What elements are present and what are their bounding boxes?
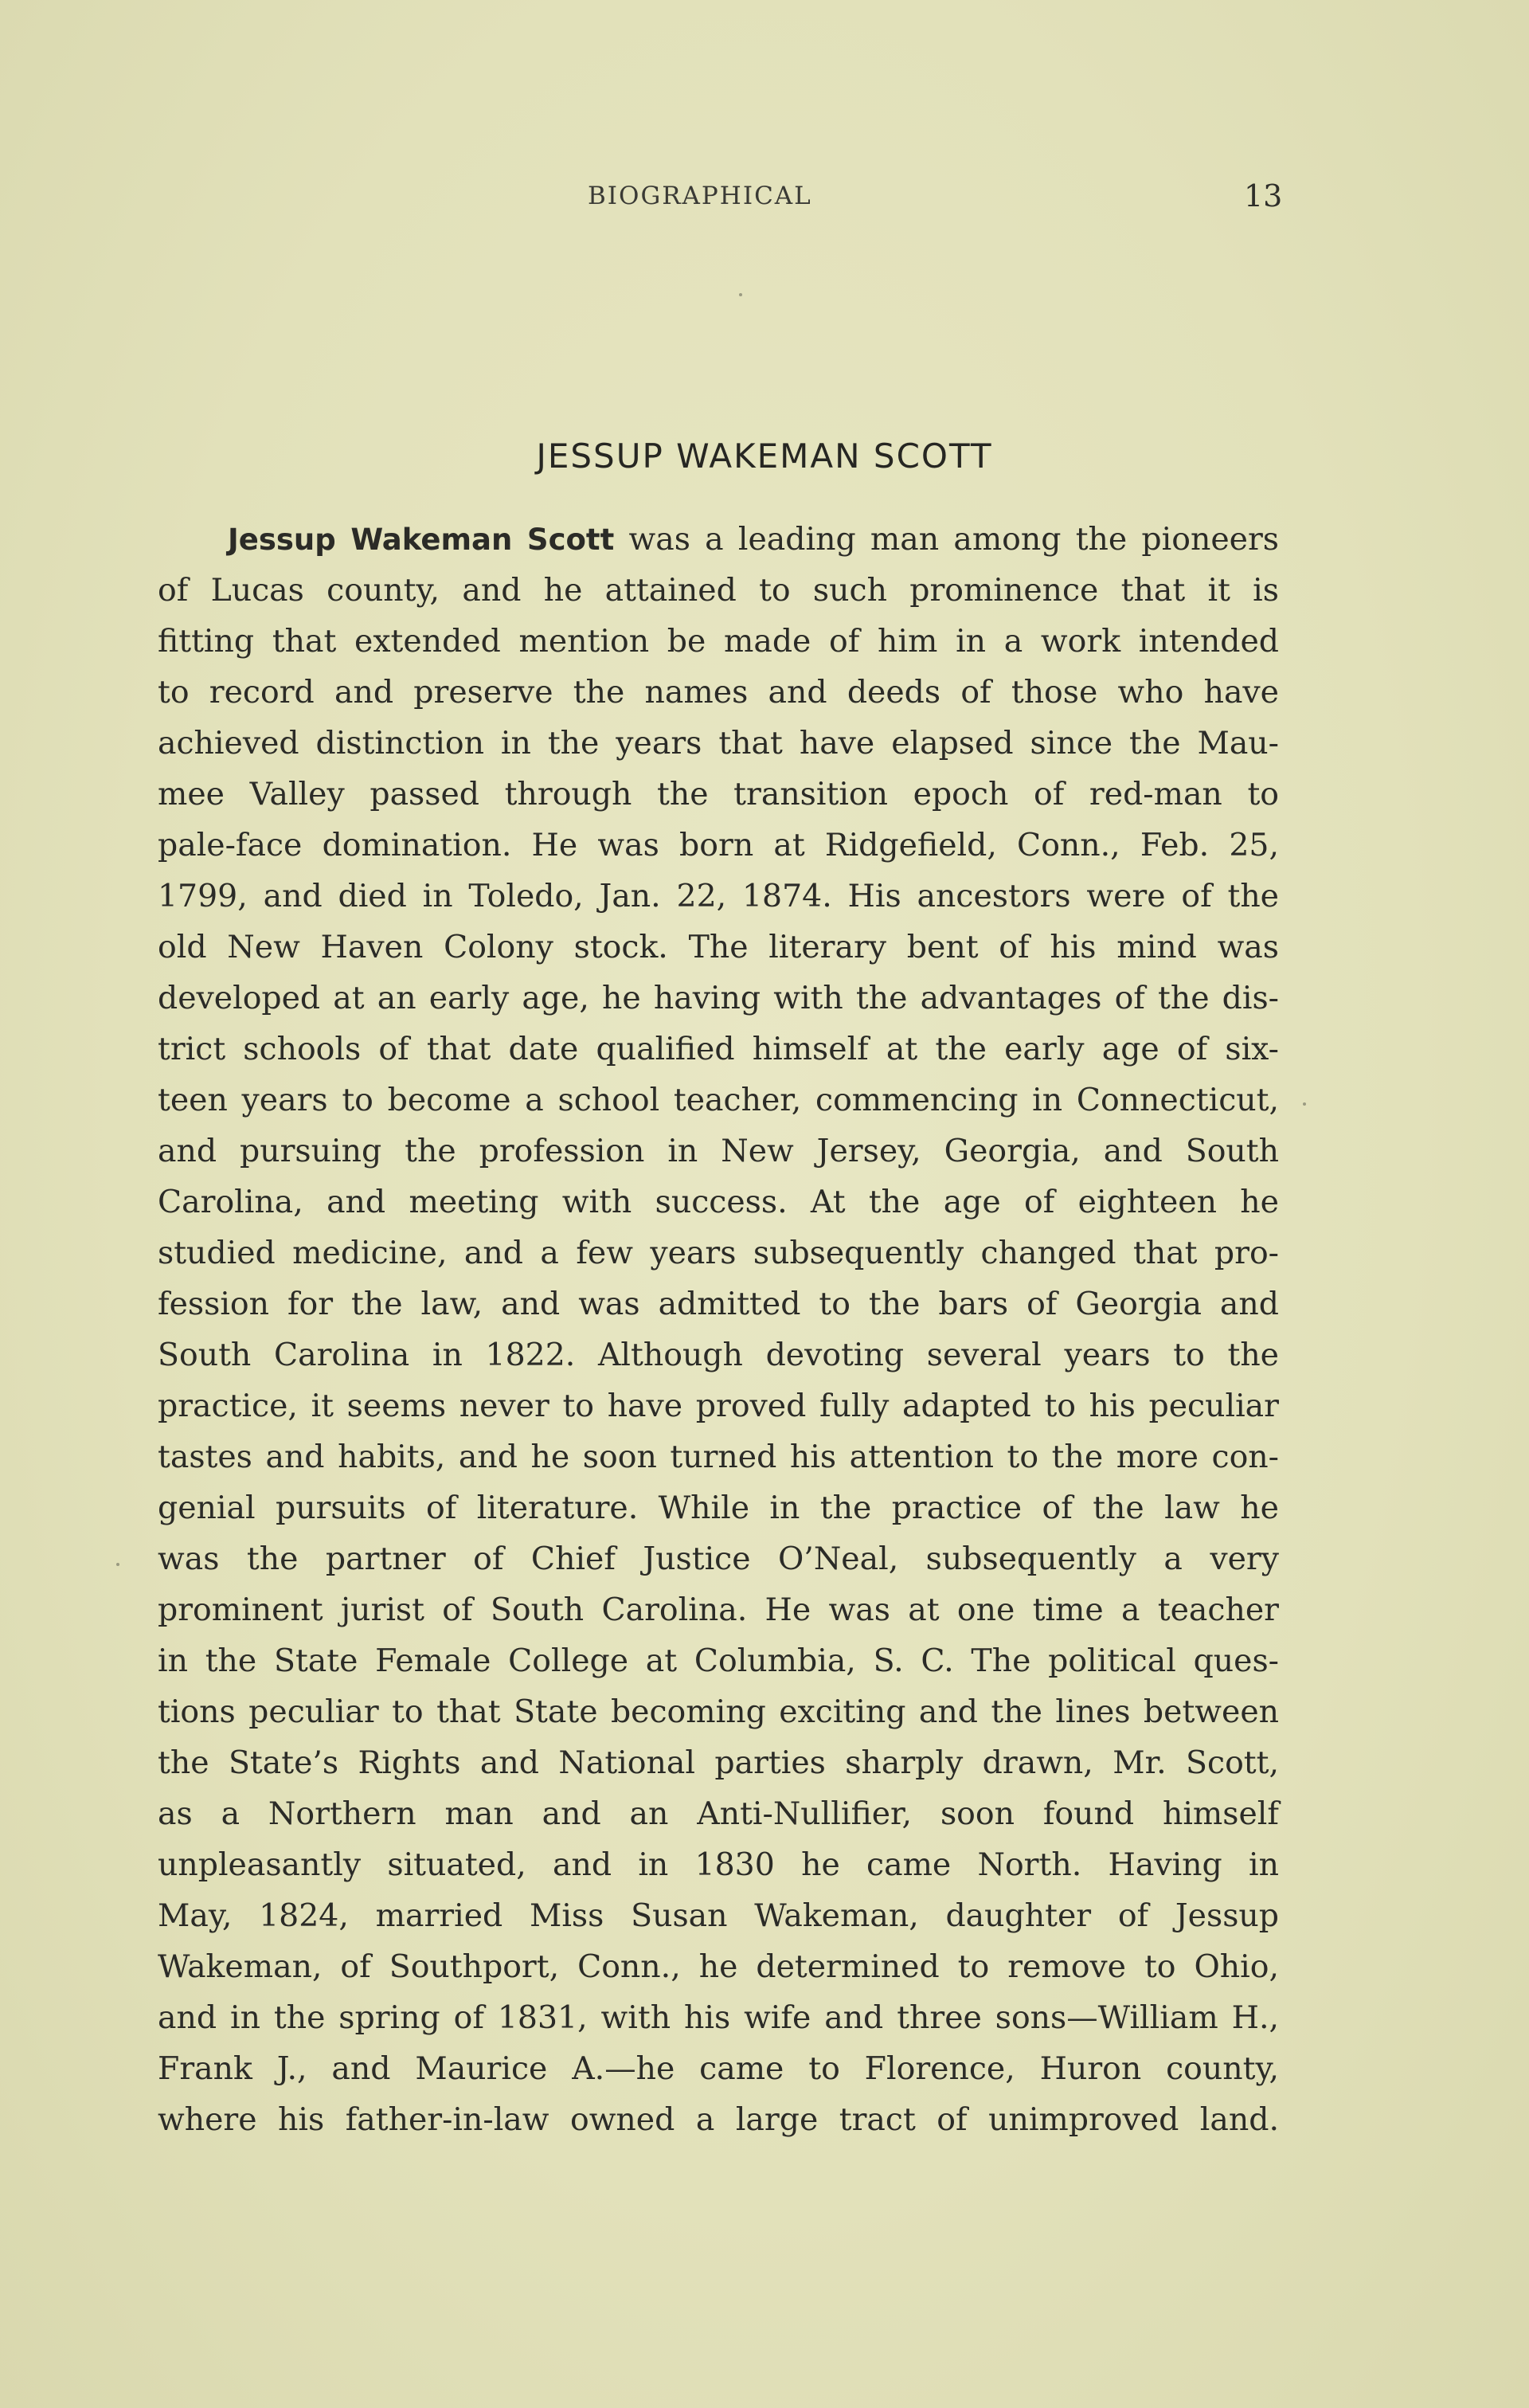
text-line: the State’s Rights and National parties sharply drawn, Mr. Scott, xyxy=(158,1744,1279,1781)
page-number: 13 xyxy=(1244,178,1283,213)
text-line: as a Northern man and an Anti-Nullifier, soon found himself xyxy=(158,1795,1279,1832)
article-title: JESSUP WAKEMAN SCOTT xyxy=(536,437,993,476)
text-line: teen years to become a school teacher, commencing in Connecticut, xyxy=(158,1082,1279,1118)
text-line: practice, it seems never to have proved fully adapted to his peculiar xyxy=(158,1388,1279,1424)
text-line: old New Haven Colony stock. The literary bent of his mind was xyxy=(158,929,1279,965)
text-line: developed at an early age, he having with the advantages of the dis- xyxy=(158,980,1279,1016)
text-line: genial pursuits of literature. While in the practice of the law he xyxy=(158,1490,1279,1526)
text-line: and pursuing the profession in New Jersey, Georgia, and South xyxy=(158,1133,1279,1169)
text-line: in the State Female College at Columbia, S. C. The political ques- xyxy=(158,1643,1279,1679)
text-line: South Carolina in 1822. Although devoting several years to the xyxy=(158,1337,1279,1373)
running-title: BIOGRAPHICAL xyxy=(588,182,812,210)
text-line: was the partner of Chief Justice O’Neal, subsequently a very xyxy=(158,1541,1279,1577)
text-line: 1799, and died in Toledo, Jan. 22, 1874. His ancestors were of the xyxy=(158,878,1279,914)
paper-speck xyxy=(1303,1102,1306,1106)
text-line: tions peculiar to that State becoming exciting and the lines between xyxy=(158,1693,1279,1730)
text-line: where his father-in-law owned a large tract of unimproved land. xyxy=(158,2101,1279,2138)
text-line xyxy=(158,514,1279,565)
article-body xyxy=(158,514,1279,2145)
text-line: studied medicine, and a few years subsequently changed that pro- xyxy=(158,1235,1279,1271)
paper-speck xyxy=(116,1563,119,1566)
text-line: fession for the law, and was admitted to the bars of Georgia and xyxy=(158,1286,1279,1322)
text-line: trict schools of that date qualified himself at the early age of six- xyxy=(158,1031,1279,1067)
lead-name: Jessup Wakeman Scott xyxy=(228,523,615,557)
text-line: Carolina, and meeting with success. At the age of eighteen he xyxy=(158,1184,1279,1220)
text-line: prominent jurist of South Carolina. He was at one time a teacher xyxy=(158,1592,1279,1628)
text-line: and in the spring of 1831, with his wife and three sons—William H., xyxy=(158,1999,1279,2036)
text-line: tastes and habits, and he soon turned his attention to the more con- xyxy=(158,1439,1279,1475)
text-line: achieved distinction in the years that have elapsed since the Mau- xyxy=(158,725,1279,762)
text-line: Frank J., and Maurice A.—he came to Florence, Huron county, xyxy=(158,2050,1279,2087)
text-line: Wakeman, of Southport, Conn., he determined to remove to Ohio, xyxy=(158,1948,1279,1985)
text-line-content: was a leading man among the pioneers xyxy=(614,521,1279,558)
text-line: mee Valley passed through the transition epoch of red-man to xyxy=(158,776,1279,812)
text-line: unpleasantly situated, and in 1830 he came North. Having in xyxy=(158,1846,1279,1883)
running-head xyxy=(0,178,1529,226)
text-line: to record and preserve the names and deeds of those who have xyxy=(158,674,1279,711)
text-line: May, 1824, married Miss Susan Wakeman, daughter of Jessup xyxy=(158,1897,1279,1934)
text-line: pale-face domination. He was born at Ridgefield, Conn., Feb. 25, xyxy=(158,827,1279,863)
text-line: fitting that extended mention be made of him in a work intended xyxy=(158,623,1279,660)
paper-speck xyxy=(739,293,742,296)
text-line: of Lucas county, and he attained to such prominence that it is xyxy=(158,572,1279,609)
